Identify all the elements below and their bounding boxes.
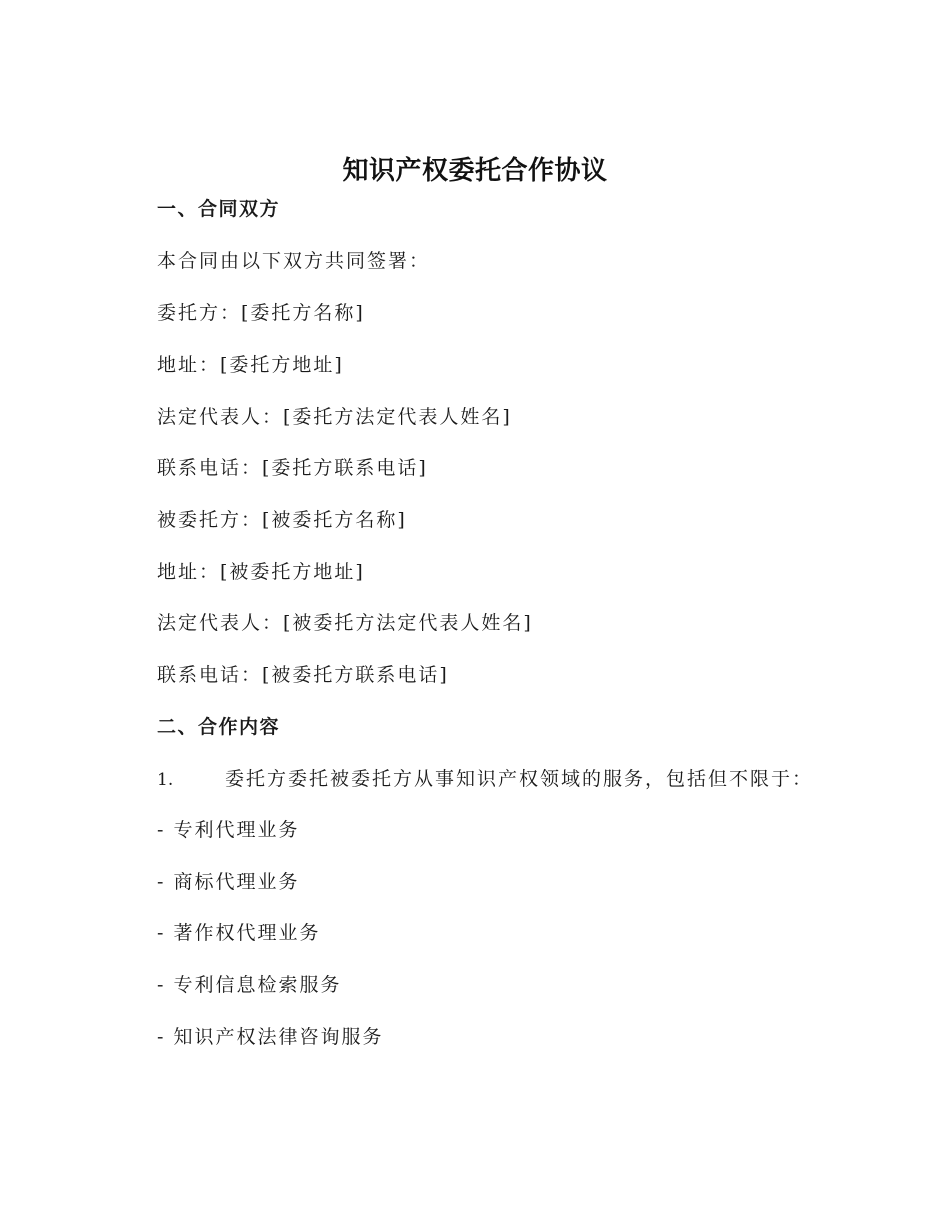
section-1-heading: 一、合同双方 <box>157 198 281 220</box>
section-2-heading: 二、合作内容 <box>157 716 281 738</box>
party-b-address: 地址：[被委托方地址] <box>157 561 365 583</box>
bullet-item: - 著作权代理业务 <box>157 922 321 944</box>
party-a-name: 委托方：[委托方名称] <box>157 302 365 324</box>
party-a-address: 地址：[委托方地址] <box>157 354 344 376</box>
list-item <box>157 770 813 789</box>
party-b-phone: 联系电话：[被委托方联系电话] <box>157 664 449 686</box>
party-b-name: 被委托方：[被委托方名称] <box>157 509 407 531</box>
party-b-representative: 法定代表人：[被委托方法定代表人姓名] <box>157 612 533 634</box>
document-title: 知识产权委托合作协议 <box>342 156 608 186</box>
list-item-text: 委托方委托被委托方从事知识产权领域的服务，包括但不限于： <box>225 768 814 790</box>
party-a-phone: 联系电话：[委托方联系电话] <box>157 457 428 479</box>
section-1-intro: 本合同由以下双方共同签署： <box>157 250 431 272</box>
bullet-item: - 专利信息检索服务 <box>157 974 342 996</box>
party-a-representative: 法定代表人：[委托方法定代表人姓名] <box>157 406 512 428</box>
bullet-item: - 商标代理业务 <box>157 871 300 893</box>
bullet-item: - 专利代理业务 <box>157 819 300 841</box>
list-item-number: 1. <box>157 770 174 790</box>
bullet-item: - 知识产权法律咨询服务 <box>157 1026 384 1048</box>
